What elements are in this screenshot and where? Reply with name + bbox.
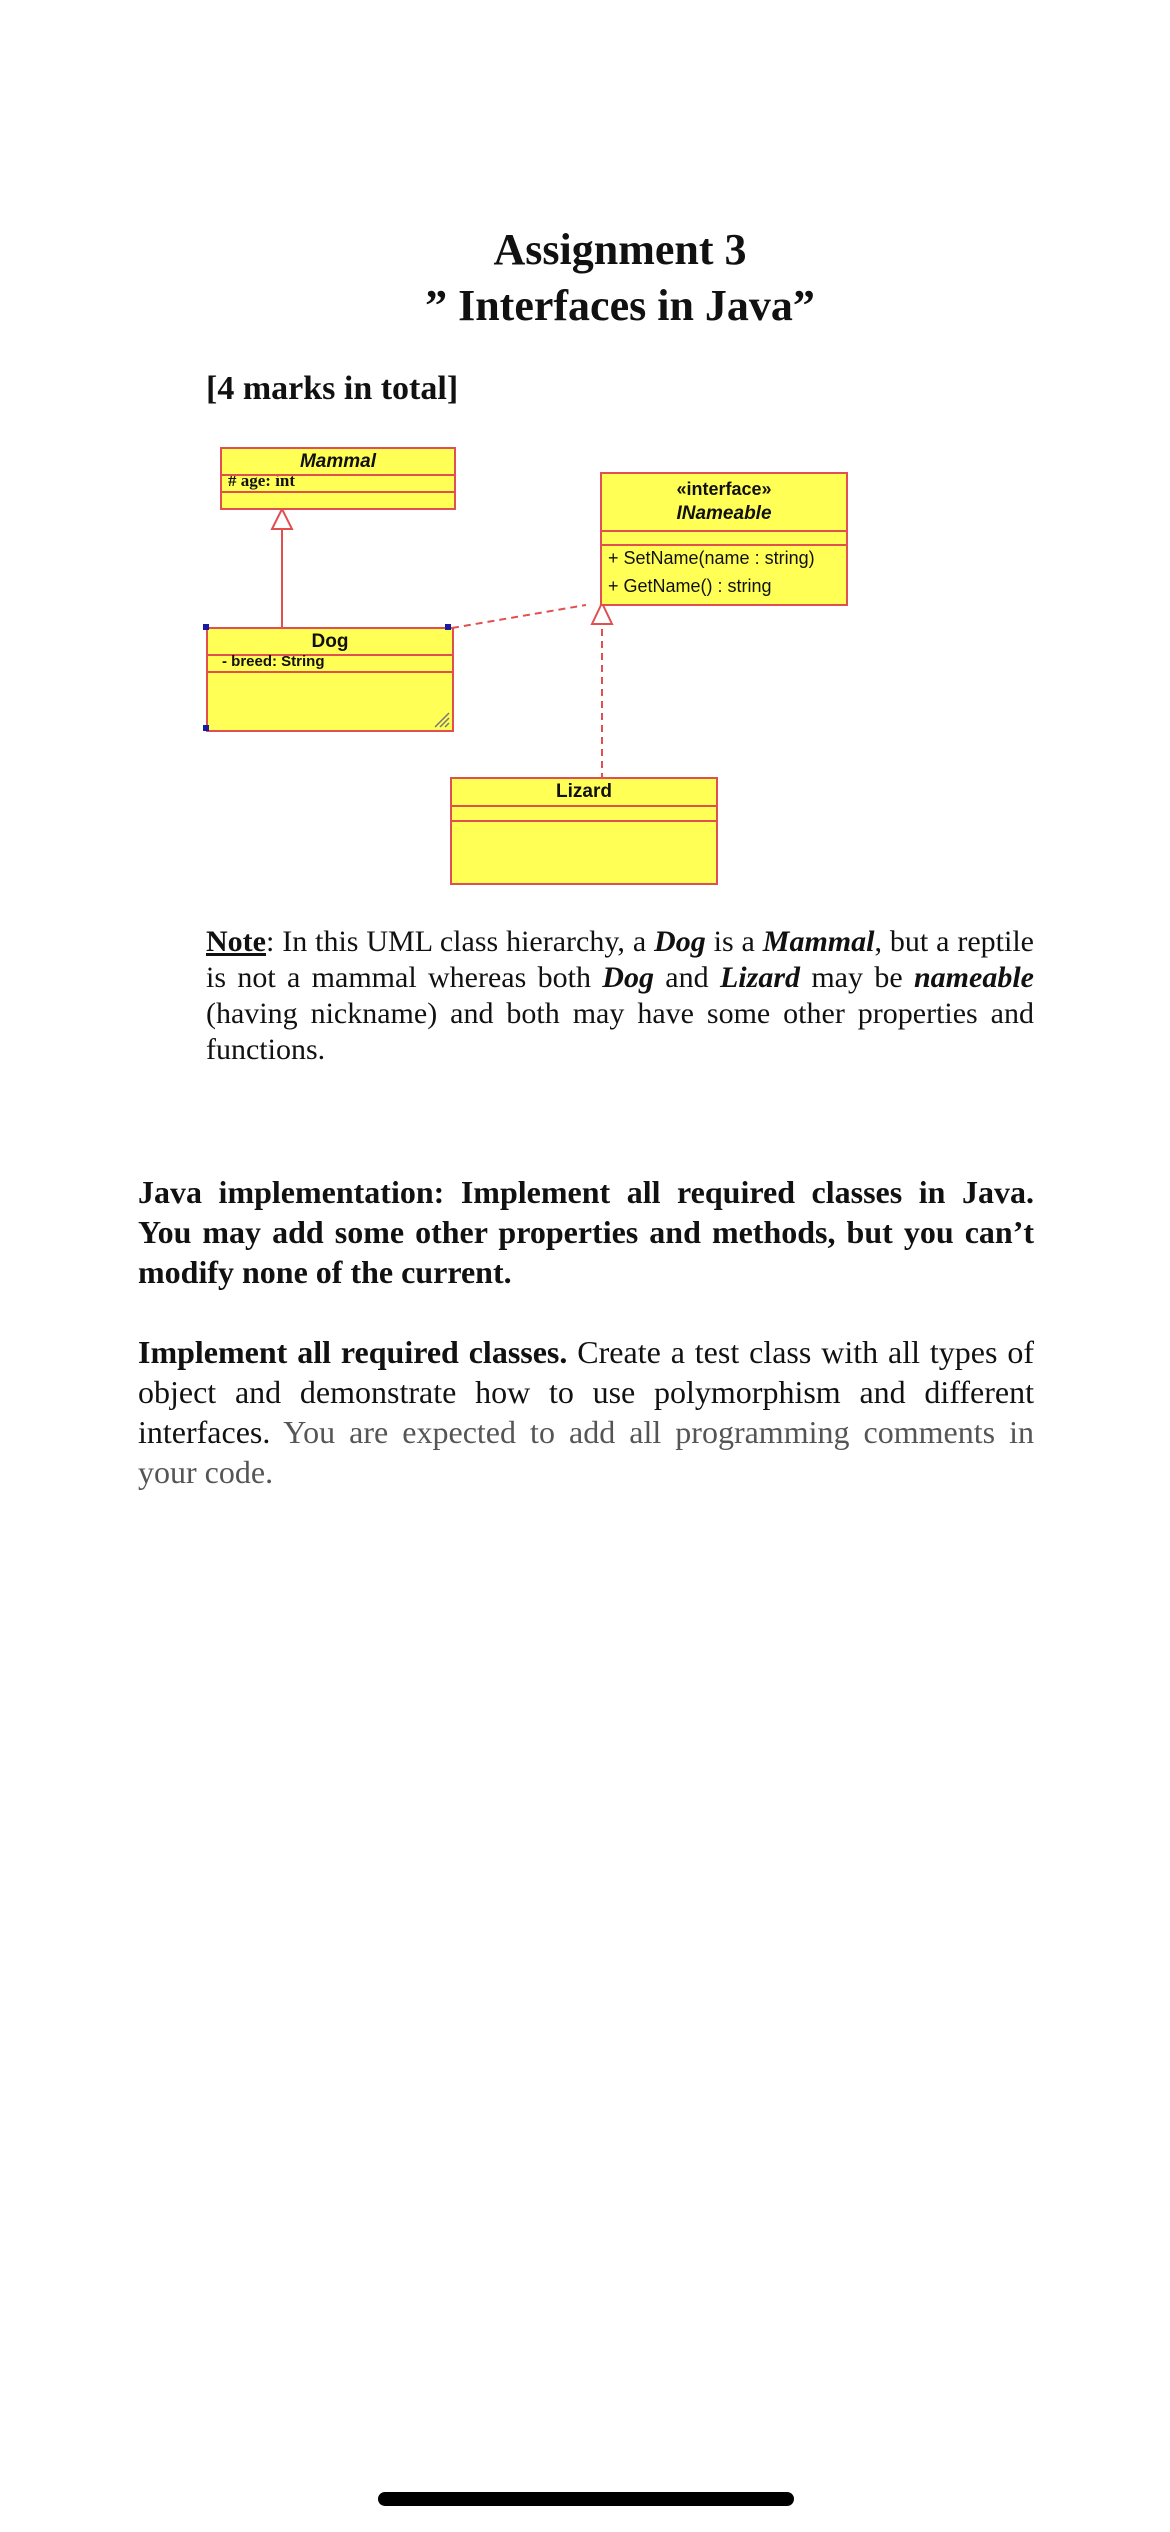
selection-handle-top-left	[203, 624, 209, 630]
interface-divider-2	[602, 544, 846, 546]
class-dog-divider-2	[208, 671, 452, 673]
class-mammal-attribute: # age: int	[228, 471, 296, 490]
class-lizard	[450, 777, 718, 885]
home-indicator[interactable]	[378, 2492, 794, 2506]
note-text-1: : In this UML class hierarchy, a	[265, 925, 655, 958]
operation-setname: + SetName(name : string)	[608, 548, 815, 568]
implement-text: Create a test class with all types of object and demonstrate how to use polymorphism and different interfaces.	[138, 1334, 1035, 1450]
resize-grip-icon	[432, 710, 450, 728]
class-lizard-divider-2	[452, 820, 716, 822]
note-mammal: Mammal	[762, 925, 875, 958]
assignment-subtitle: ” Interfaces in Java”	[425, 281, 815, 330]
note-dog: Dog	[654, 925, 706, 958]
assignment-title: Assignment 3	[493, 225, 747, 274]
note-text-4: and	[653, 961, 720, 994]
mammal-inheritance-arrow	[272, 509, 292, 529]
implement-paragraph	[138, 1332, 1034, 1492]
selection-handle-bottom-left	[203, 725, 209, 731]
dog-inameable-line	[452, 605, 586, 628]
interface-inameable	[600, 472, 848, 606]
class-mammal	[220, 447, 456, 510]
class-lizard-divider-1	[452, 805, 716, 807]
interface-stereotype: «interface»	[676, 479, 772, 499]
note-text-2: is a	[705, 925, 763, 958]
selection-handle-top-right	[445, 624, 451, 630]
implement-bold: Implement all required classes.	[138, 1334, 568, 1370]
note-label: Note	[206, 925, 266, 958]
class-dog-name: Dog	[311, 631, 349, 652]
note-text-3: , but a reptile is not a mammal whereas both	[206, 925, 1035, 994]
class-mammal-divider-1	[222, 474, 454, 476]
interface-divider-1	[602, 530, 846, 532]
note-paragraph	[206, 924, 1034, 1068]
note-text-6: (having nickname) and both may have some other properties and functions.	[206, 997, 1034, 1066]
note-text-5: may be	[800, 961, 914, 994]
java-implementation-paragraph: Java implementation: Implement all required classes in Java. You may add some other properties and methods, but you can’t modify none of the current.	[138, 1174, 1034, 1290]
class-dog	[206, 627, 454, 732]
operation-getname: + GetName() : string	[608, 576, 772, 596]
class-dog-attribute: - breed: String	[222, 653, 325, 670]
interface-inameable-name: INameable	[676, 503, 772, 524]
uml-edges	[0, 0, 1170, 900]
class-mammal-divider-2	[222, 491, 454, 493]
marks-total: [4 marks in total]	[206, 370, 459, 407]
class-lizard-name: Lizard	[556, 781, 612, 802]
note-nameable: nameable	[914, 961, 1034, 994]
note-lizard: Lizard	[719, 961, 800, 994]
inameable-realization-arrow	[592, 603, 612, 624]
note-dog-2: Dog	[602, 961, 654, 994]
class-mammal-name: Mammal	[299, 451, 377, 472]
implement-comments-text: You are expected to add all programming comments in your code.	[138, 1414, 1034, 1490]
